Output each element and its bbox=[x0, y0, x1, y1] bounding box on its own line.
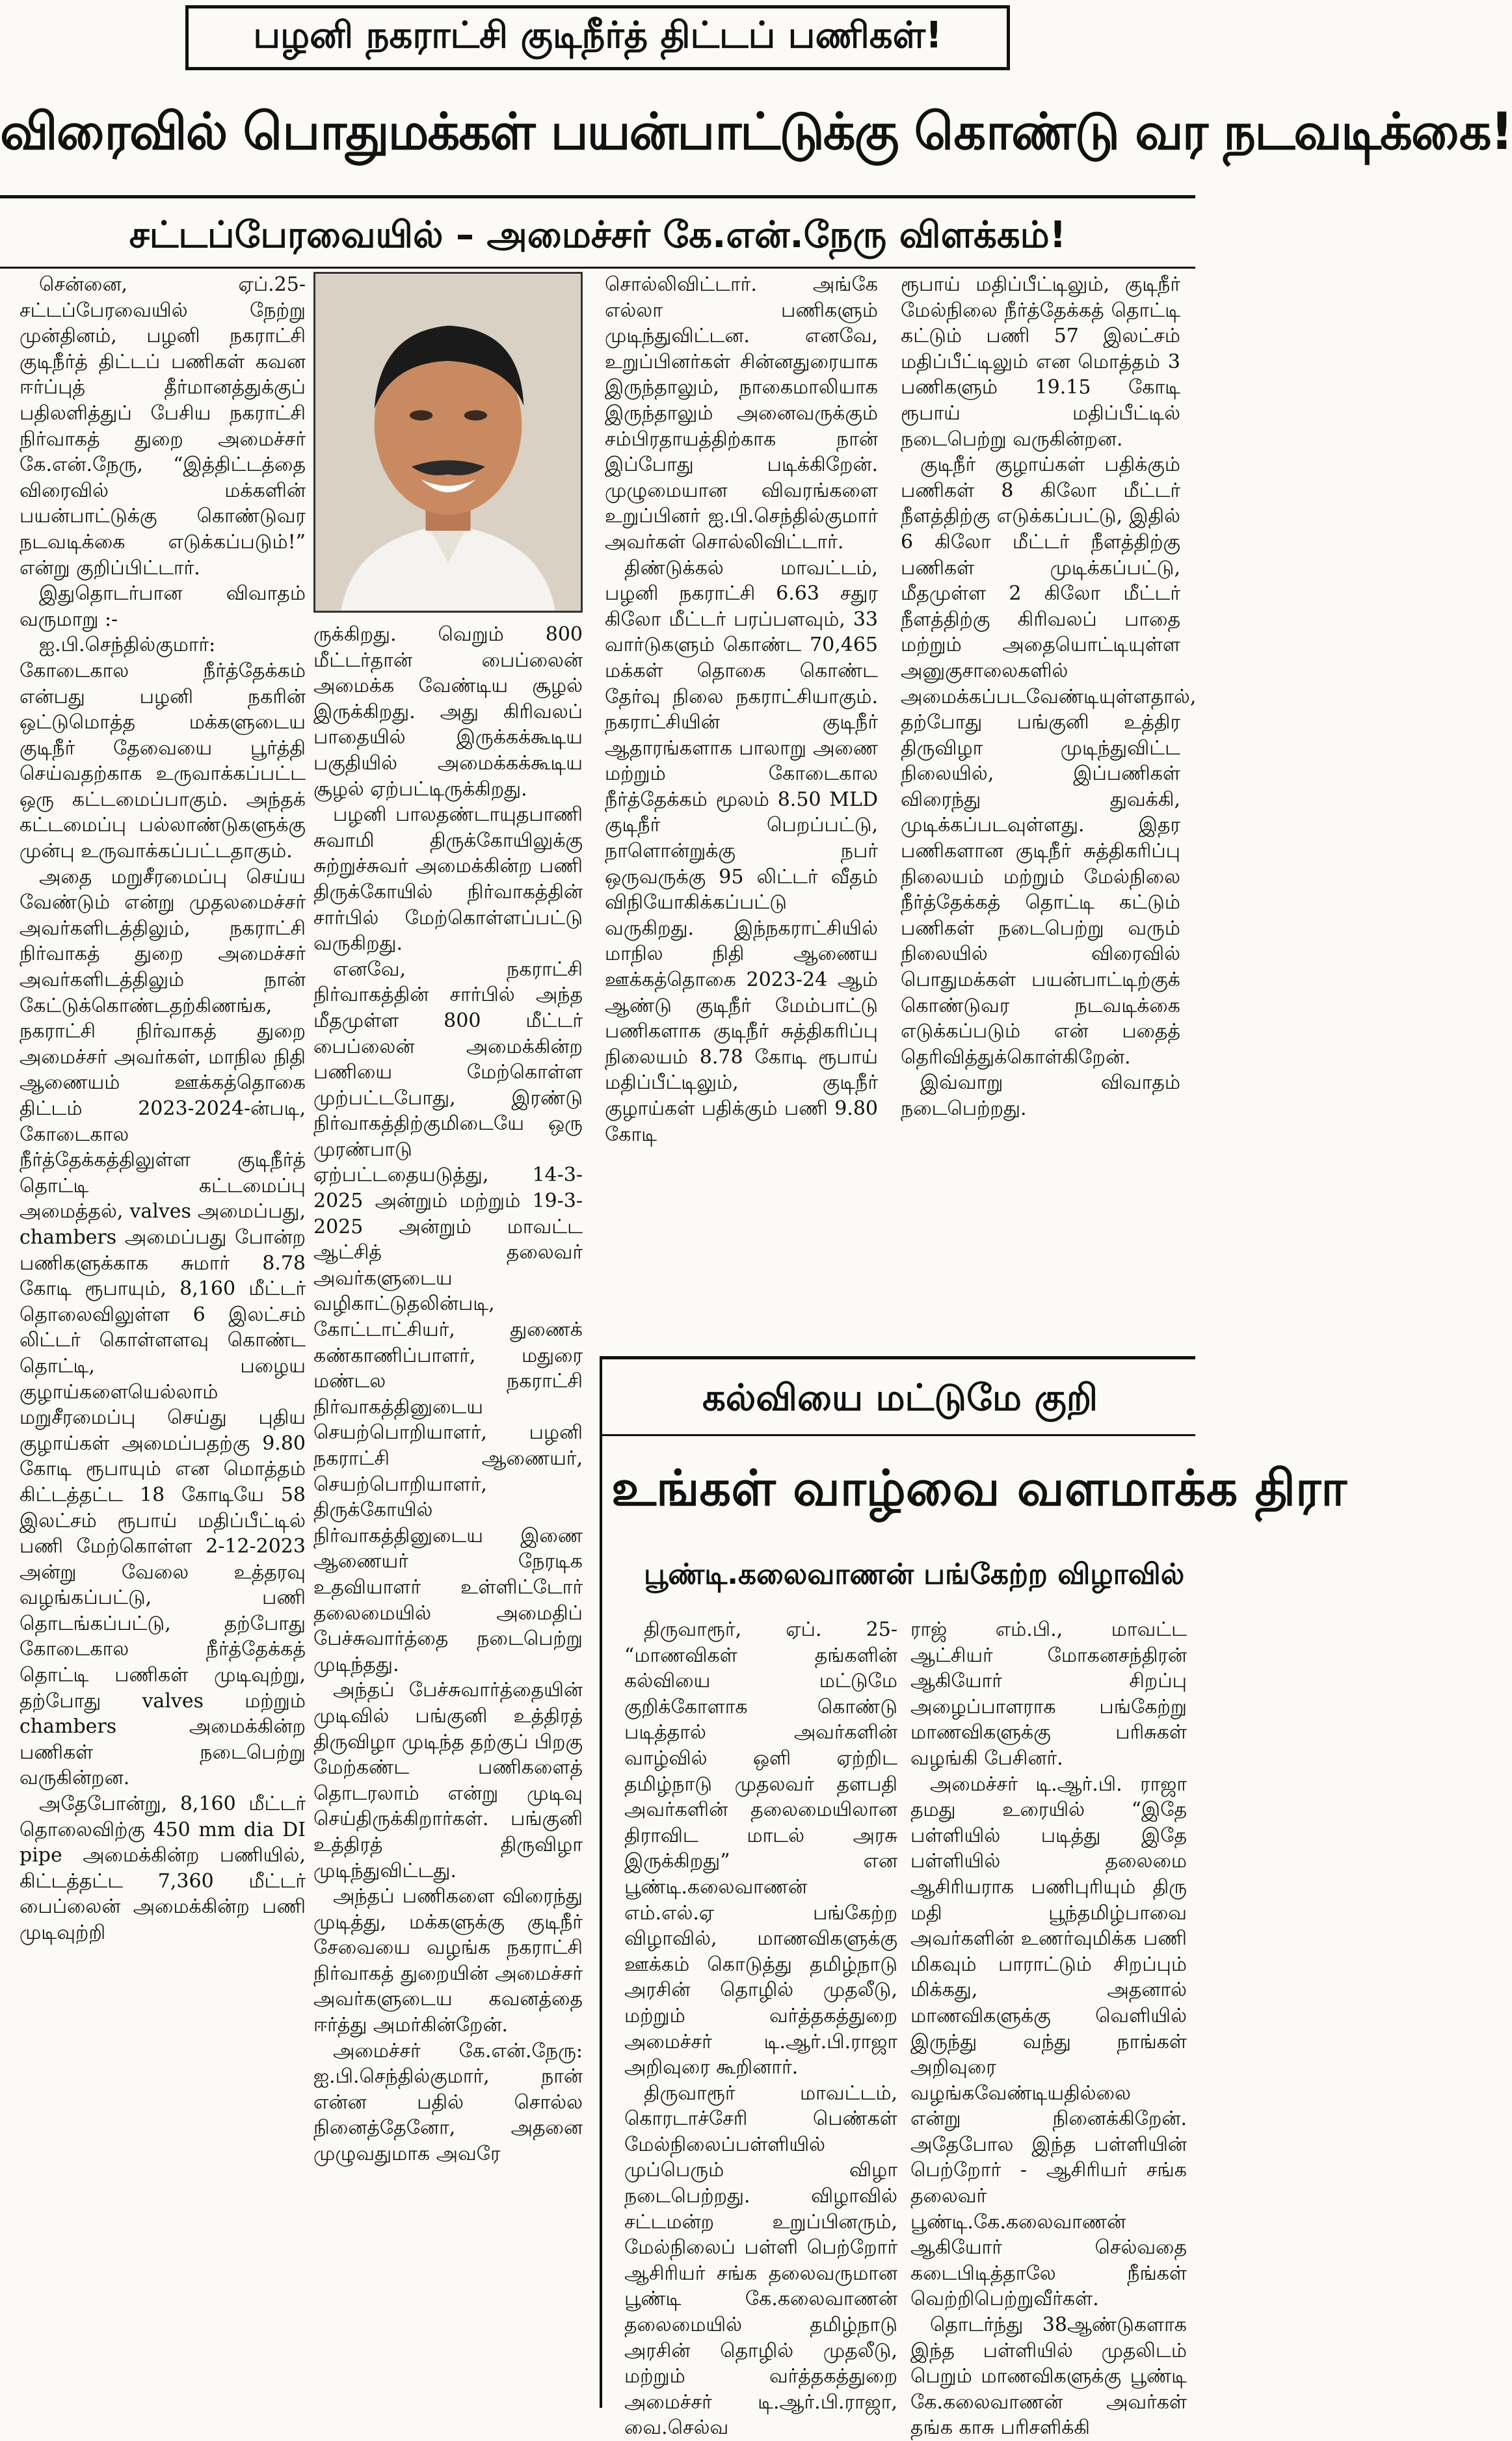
box2-kicker: கல்வியை மட்டுமே குறி bbox=[702, 1377, 1098, 1419]
paragraph: எனவே, நகராட்சி நிர்வாகத்தின் சார்பில் அந்த மீதமுள்ள 800 மீட்டர் பைப்லைன் அமைக்கின்ற பணியை மேற்கொள்ள முற்பட்டபோது, இரண்டு நிர்வாகத்திற்குமிடையே ஒரு முரண்பாடு ஏற்பட்டதையடுத்து, 14-3-2025 அன்றும் மற்றும் 19-3-2025 அன்றும் மாவட்ட ஆட்சித் தலைவர் அவர்களுடைய வழிகாட்டுதலின்படி, கோட்டாட்சியர், துணைக் கண்காணிப்பாளர், மதுரை மண்டல நகராட்சி நிர்வாகத்தினுடைய செயற்பொறியாளர், பழனி நகராட்சி ஆணையர், செயற்பொறியாளர், திருக்கோயில் நிர்வாகத்தினுடைய இணை ஆணையர் நேரடிக உதவியாளர் உள்ளிட்டோர் தலைமையில் அமைதிப் பேச்சுவார்த்தை நடைபெற்று முடிந்தது. bbox=[313, 957, 583, 1676]
box2-top-rule bbox=[600, 1356, 1195, 1359]
box2-column-1 bbox=[624, 1617, 897, 2440]
subheadline: சட்டப்பேரவையில் – அமைச்சர் கே.என்.நேரு விளக்கம்! bbox=[129, 214, 1067, 256]
paragraph: அதேபோன்று, 8,160 மீட்டர் தொலைவிற்கு 450 mm dia DI pipe அமைக்கின்ற பணியில், கிட்டத்தட்ட 7,360 மீட்டர் பைப்லைன் அமைக்கின்ற பணி முடிவுற்றி bbox=[20, 1793, 306, 1944]
minister-photo bbox=[313, 272, 583, 613]
paragraph: இவ்வாறு விவாதம் நடைபெற்றது. bbox=[901, 1071, 1180, 1120]
paragraph: அதை மறுசீரமைப்பு செய்ய வேண்டும் என்று முதலமைச்சர் அவர்களிடத்திலும், நகராட்சி நிர்வாகத் துறை அமைச்சர் அவர்களிடத்திலும் நான் கேட்டுக்கொண்டதற்கிணங்க, நகராட்சி நிர்வாகத் துறை அமைச்சர் அவர்கள், மாநில நிதி ஆணையம் ஊக்கத்தொகை திட்டம் 2023-2024-ன்படி, கோடைகால நீர்த்தேக்கத்திலுள்ள குடிநீர்த் தொட்டி கட்டமைப்பு அமைத்தல், valves அமைப்பது, chambers அமைப்பது போன்ற பணிகளுக்காக சுமார் 8.78 கோடி ரூபாயும், 8,160 மீட்டர் தொலைவிலுள்ள 6 இலட்சம் லிட்டர் கொள்ளளவு கொண்ட தொட்டி, பழைய குழாய்களையெல்லாம் மறுசீரமைப்பு செய்து புதிய குழாய்கள் அமைப்பதற்கு 9.80 கோடி ரூபாயும் என மொத்தம் கிட்டத்தட்ட 18 கோடியே 58 இலட்சம் ரூபாய் மதிப்பீட்டில் பணி மேற்கொள்ள 2-12-2023 அன்று வேலை உத்தரவு வழங்கப்பட்டு, பணி தொடங்கப்பட்டு, தற்போது கோடைகால நீர்த்தேக்கத் தொட்டி பணிகள் முடிவுற்று, தற்போது valves மற்றும் chambers அமைக்கின்ற பணிகள் நடைபெற்று வருகின்றன. bbox=[20, 865, 306, 1790]
box2-column-2 bbox=[910, 1617, 1187, 2440]
paragraph: திருவாரூர், ஏப். 25- “மாணவிகள் தங்களின் கல்வியை மட்டுமே குறிக்கோளாக கொண்டு படித்தால் அவர்களின் வாழ்வில் ஒளி ஏற்றிட தமிழ்நாடு முதலவர் தளபதி அவர்களின் தலைமையிலான திராவிட மாடல் அரசு இருக்கிறது” என பூண்டி.கலைவாணன் எம்.எல்.ஏ பங்கேற்ற விழாவில், மாணவிகளுக்கு ஊக்கம் கொடுத்து தமிழ்நாடு அரசின் தொழில் முதலீடு, மற்றும் வர்த்தகத்துறை அமைச்சர் டி.ஆர்.பி.ராஜா அறிவுரை கூறினார். bbox=[624, 1618, 897, 2079]
main-headline: விரைவில் பொதுமக்கள் பயன்பாட்டுக்கு கொண்டு வர நடவடிக்கை! bbox=[0, 103, 1512, 161]
paragraph: திண்டுக்கல் மாவட்டம், பழனி நகராட்சி 6.63 சதுர கிலோ மீட்டர் பரப்பளவும், 33 வார்டுகளும் கொண்ட 70,465 மக்கள் தொகை கொண்ட தேர்வு நிலை நகராட்சியாகும். நகராட்சியின் குடிநீர் ஆதாரங்களாக பாலாறு அணை மற்றும் கோடைகால நீர்த்தேக்கம் மூலம் 8.50 MLD குடிநீர் பெறப்பட்டு, நாளொன்றுக்கு நபர் ஒருவருக்கு 95 லிட்டர் வீதம் விநியோகிக்கப்பட்டு வருகிறது. இந்நகராட்சியில் மாநில நிதி ஆணைய ஊக்கத்தொகை 2023-24 ஆம் ஆண்டு குடிநீர் மேம்பாட்டு பணிகளாக குடிநீர் சுத்திகரிப்பு நிலையம் 8.78 கோடி ரூபாய் மதிப்பீட்டிலும், குடிநீர் குழாய்கள் பதிக்கும் பணி 9.80 கோடி bbox=[605, 556, 878, 1146]
article-column-4 bbox=[901, 272, 1197, 1352]
paragraph: அந்தப் பேச்சுவார்த்தையின் முடிவில் பங்குனி உத்திரத் திருவிழா முடிந்த தற்குப் பிறகு மேற்கண்ட பணிகளைத் தொடரலாம் என்று முடிவு செய்திருக்கிறார்கள். பங்குனி உத்திரத் திருவிழா முடிந்துவிட்டது. bbox=[313, 1679, 583, 1882]
subhead-rule bbox=[0, 267, 1195, 269]
article-column-1 bbox=[20, 272, 306, 2408]
headline-rule bbox=[0, 195, 1195, 198]
paragraph: திருவாரூர் மாவட்டம், கொரடாச்சேரி பெண்கள் மேல்நிலைப்பள்ளியில் முப்பெரும் விழா நடைபெற்றது. விழாவில் சட்டமன்ற உறுப்பினரும், மேல்நிலைப் பள்ளி பெற்றோர் ஆசிரியர் சங்க தலைவருமான பூண்டி கே.கலைவாணன் தலைமையில் தமிழ்நாடு அரசின் தொழில் முதலீடு, மற்றும் வர்த்தகத்துறை அமைச்சர் டி.ஆர்.பி.ராஜா, வை.செல்வ bbox=[624, 2081, 897, 2440]
box2-kicker-rule bbox=[602, 1434, 1195, 1436]
paragraph: அந்தப் பணிகளை விரைந்து முடித்து, மக்களுக்கு குடிநீர் சேவையை வழங்க நகராட்சி நிர்வாகத் துறையின் அமைச்சர் அவர்களுடைய கவனத்தை ஈர்த்து அமர்கின்றேன். bbox=[313, 1885, 583, 2037]
box2-left-rule bbox=[600, 1356, 602, 2408]
article-column-3 bbox=[605, 272, 878, 1352]
paragraph: அமைச்சர் கே.என்.நேரு: ஐ.பி.செந்தில்குமார், நான் என்ன பதில் சொல்ல நினைத்தேனோ, அதனை முழுவதுமாக அவரே bbox=[313, 2039, 583, 2166]
box2-headline: உங்கள் வாழ்வை வளமாக்க திரா bbox=[611, 1459, 1347, 1517]
box2-subheadline: பூண்டி.கலைவாணன் பங்கேற்ற விழாவில் bbox=[644, 1558, 1185, 1591]
paragraph: பழனி பாலதண்டாயுதபாணி சுவாமி திருக்கோயிலுக்கு சுற்றுச்சுவர் அமைக்கின்ற பணி திருக்கோயில் நிர்வாகத்தின் சார்பில் மேற்கொள்ளப்பட்டு வருகிறது. bbox=[313, 803, 583, 955]
paragraph: ஐ.பி.செந்தில்குமார்: கோடைகால நீர்த்தேக்கம் என்பது பழனி நகரின் ஒட்டுமொத்த மக்களுடைய குடிநீர் தேவையை பூர்த்தி செய்வதற்காக உருவாக்கப்பட்ட ஒரு கட்டமைப்பாகும். அந்தக் கட்டமைப்பு பல்லாண்டுகளுக்கு முன்பு உருவாக்கப்பட்டதாகும். bbox=[20, 634, 306, 863]
paragraph: தொடர்ந்து 38ஆண்டுகளாக இந்த பள்ளியில் முதலிடம் பெறும் மாணவிகளுக்கு பூண்டி கே.கலைவாணன் அவர்கள் தங்க காசு பரிசளிக்கி bbox=[910, 2314, 1187, 2440]
paragraph: ருக்கிறது. வெறும் 800 மீட்டர்தான் பைப்லைன் அமைக்க வேண்டிய சூழல் இருக்கிறது. அது கிரிவலப் பாதையில் இருக்கக்கூடிய பகுதியில் அமைக்கக்கூடிய சூழல் ஏற்பட்டிருக்கிறது. bbox=[313, 623, 583, 801]
paragraph: இதுதொடர்பான விவாதம் வருமாறு :- bbox=[20, 582, 306, 631]
paragraph: ராஜ் எம்.பி., மாவட்ட ஆட்சியர் மோகனசந்திரன் ஆகியோர் சிறப்பு அழைப்பாளராக பங்கேற்று மாணவிகளுக்கு பரிசுகள் வழங்கி பேசினர். bbox=[910, 1618, 1187, 1770]
paragraph: சென்னை, ஏப்.25- சட்டப்பேரவையில் நேற்று முன்தினம், பழனி நகராட்சி குடிநீர்த் திட்டப் பணிகள் கவன ஈர்ப்புத் தீர்மானத்துக்குப் பதிலளித்துப் பேசிய நகராட்சி நிர்வாகத் துறை அமைச்சர் கே.என்.நேரு, “இத்திட்டத்தை விரைவில் மக்களின் பயன்பாட்டுக்கு கொண்டுவர நடவடிக்கை எடுக்கப்படும்!” என்று குறிப்பிட்டார். bbox=[20, 273, 306, 580]
paragraph: அமைச்சர் டி.ஆர்.பி. ராஜா தமது உரையில் “இதே பள்ளியில் படித்து இதே பள்ளியில் தலைமை ஆசிரியராக பணிபுரியும் திரு மதி பூந்தமிழ்பாவை அவர்களின் உணர்வுமிக்க பணி மிகவும் பாராட்டும் சிறப்பும் மிக்கது, அதனால் மாணவிகளுக்கு வெளியில் இருந்து வந்து நாங்கள் அறிவுரை வழங்கவேண்டியதில்லை என்று நினைக்கிறேன். அதேபோல இந்த பள்ளியின் பெற்றோர் - ஆசிரியர் சங்க தலைவர் பூண்டி.கே.கலைவாணன் ஆகியோர் செல்வதை கடைபிடித்தாலே நீங்கள் வெற்றிபெற்றுவீர்கள். bbox=[910, 1772, 1187, 2311]
paragraph: குடிநீர் குழாய்கள் பதிக்கும் பணிகள் 8 கிலோ மீட்டர் நீளத்திற்கு எடுக்கப்பட்டு, இதில் 6 கிலோ மீட்டர் நீளத்திற்கு பணிகள் முடிக்கப்பட்டு, மீதமுள்ள 2 கிலோ மீட்டர் நீளத்திற்கு கிரிவலப் பாதை மற்றும் அதையொட்டியுள்ள அனுகுசாலைகளில் அமைக்கப்படவேண்டியுள்ளதால், தற்போது பங்குனி உத்திர திருவிழா முடிந்துவிட்ட நிலையில், இப்பணிகள் விரைந்து துவக்கி, முடிக்கப்படவுள்ளது. இதர பணிகளான குடிநீர் சுத்திகரிப்பு நிலையம் மற்றும் மேல்நிலை நீர்த்தேக்கத் தொட்டி கட்டும் பணிகள் நடைபெற்று வரும் நிலையில் விரைவில் பொதுமக்கள் பயன்பாட்டிற்குக் கொண்டுவர நடவடிக்கை எடுக்கப்படும் என் பதைத் தெரிவித்துக்கொள்கிறேன். bbox=[901, 453, 1197, 1069]
article-column-2 bbox=[313, 622, 583, 2408]
paragraph: சொல்லிவிட்டார். அங்கே எல்லா பணிகளும் முடிந்துவிட்டன. எனவே, உறுப்பினர்கள் சின்னதுரையாக இருந்தாலும், நாகைமாலியாக இருந்தாலும் அனைவருக்கும் சம்பிரதாயத்திற்காக நான் இப்போது படிக்கிறேன். முழுமையான விவரங்களை உறுப்பினர் ஐ.பி.செந்தில்குமார் அவர்கள் சொல்லிவிட்டார். bbox=[605, 273, 878, 554]
kicker-banner: பழனி நகராட்சி குடிநீர்த் திட்டப் பணிகள்! bbox=[185, 5, 1010, 70]
portrait-image bbox=[315, 274, 581, 611]
paragraph: ரூபாய் மதிப்பீட்டிலும், குடிநீர் மேல்நிலை நீர்த்தேக்கத் தொட்டி கட்டும் பணி 57 இலட்சம் மதிப்பீட்டிலும் என மொத்தம் 3 பணிகளும் 19.15 கோடி ரூபாய் மதிப்பீட்டில் நடைபெற்று வருகின்றன. bbox=[901, 273, 1180, 451]
